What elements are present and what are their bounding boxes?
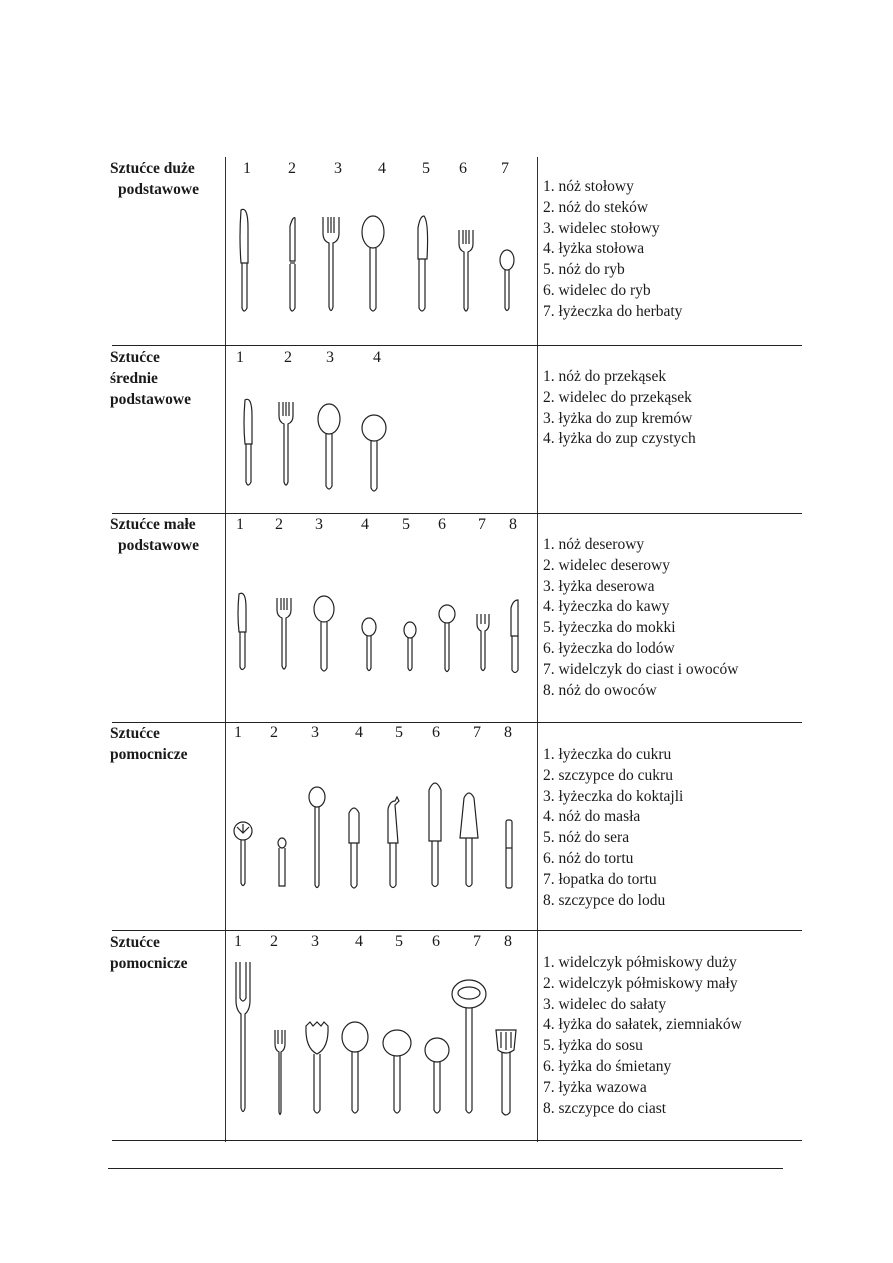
- list-item: 6. łyżeczka do lodów: [543, 639, 675, 657]
- category-line: pomocnicze: [110, 746, 188, 763]
- item-number: 5: [422, 160, 430, 177]
- coffee-spoon-icon: [360, 616, 378, 674]
- item-number: 5: [402, 516, 410, 533]
- large-serving-fork-icon: [232, 960, 254, 1118]
- dessert-knife-icon: [235, 592, 251, 674]
- fruit-knife-icon: [507, 598, 523, 676]
- category-label: [110, 347, 225, 410]
- list-item: 4. łyżka stołowa: [543, 240, 645, 258]
- cream-soup-spoon-icon: [316, 402, 342, 494]
- category-label: [110, 932, 225, 974]
- item-number: 8: [504, 724, 512, 741]
- row-separator: [112, 930, 802, 931]
- item-number: 4: [355, 724, 363, 741]
- list-item: 7. łyżka wazowa: [543, 1078, 647, 1096]
- category-label: [110, 723, 225, 765]
- category-line: Sztućce małe: [110, 516, 196, 533]
- item-list: [543, 953, 742, 1119]
- list-item: 1. nóż deserowy: [543, 536, 645, 553]
- item-number: 4: [355, 933, 363, 950]
- item-number: 4: [373, 349, 381, 366]
- item-list: [543, 367, 696, 450]
- sauce-spoon-icon: [380, 1028, 414, 1118]
- list-item: 4. nóż do masła: [543, 808, 641, 826]
- ice-cream-spoon-icon: [437, 603, 457, 675]
- item-number: 4: [361, 516, 369, 533]
- fish-fork-icon: [456, 228, 476, 316]
- item-number: 8: [509, 516, 517, 533]
- item-list: [543, 535, 738, 701]
- category-line: Sztućce: [110, 349, 160, 366]
- butter-knife-icon: [344, 803, 364, 891]
- list-item: 4. łyżeczka do kawy: [543, 598, 670, 616]
- appetizer-fork-icon: [276, 400, 296, 490]
- list-item: 8. szczypce do lodu: [543, 891, 666, 909]
- list-item: 8. nóż do owoców: [543, 681, 657, 699]
- item-number: 2: [275, 516, 283, 533]
- item-number: 2: [288, 160, 296, 177]
- list-item: 7. łyżeczka do herbaty: [543, 302, 683, 320]
- row-separator: [112, 1140, 802, 1141]
- list-item: 7. widelczyk do ciast i owoców: [543, 660, 739, 678]
- clear-soup-spoon-icon: [360, 412, 388, 496]
- table-divider-left: [225, 157, 226, 1142]
- cake-fork-icon: [474, 612, 492, 674]
- item-number: 3: [326, 349, 334, 366]
- list-item: 1. widelczyk półmiskowy duży: [543, 954, 737, 971]
- category-line: Sztućce duże: [110, 160, 195, 177]
- category-line: podstawowe: [118, 181, 199, 198]
- teaspoon-icon: [498, 248, 516, 316]
- item-number: 3: [311, 933, 319, 950]
- list-item: 6. nóż do tortu: [543, 849, 634, 867]
- row-separator: [112, 345, 802, 346]
- category-line: średnie: [110, 370, 158, 387]
- cake-server-icon: [456, 788, 482, 891]
- ice-tongs-icon: [502, 818, 516, 891]
- list-item: 3. łyżeczka do koktajli: [543, 787, 684, 805]
- list-item: 2. widelczyk półmiskowy mały: [543, 974, 738, 992]
- item-number: 6: [432, 933, 440, 950]
- category-label: [110, 158, 225, 200]
- list-item: 4. łyżka do zup czystych: [543, 430, 696, 448]
- item-number: 4: [378, 160, 386, 177]
- item-number: 1: [234, 933, 242, 950]
- item-number: 3: [334, 160, 342, 177]
- item-number: 2: [270, 933, 278, 950]
- salad-spoon-icon: [340, 1020, 370, 1118]
- cheese-knife-icon: [383, 795, 403, 891]
- item-number: 5: [395, 724, 403, 741]
- item-number: 2: [270, 724, 278, 741]
- footer-rule: [108, 1168, 783, 1169]
- item-number: 5: [395, 933, 403, 950]
- dessert-spoon-icon: [312, 594, 336, 676]
- item-number: 3: [315, 516, 323, 533]
- list-item: 3. łyżka deserowa: [543, 577, 655, 595]
- table-fork-icon: [320, 215, 342, 316]
- list-item: 3. widelec do sałaty: [543, 995, 667, 1013]
- item-number: 8: [504, 933, 512, 950]
- mocha-spoon-icon: [402, 620, 418, 674]
- steak-knife-icon: [285, 216, 299, 316]
- list-item: 2. widelec deserowy: [543, 556, 670, 574]
- list-item: 5. nóż do ryb: [543, 261, 625, 279]
- item-number: 1: [236, 349, 244, 366]
- salad-fork-icon: [303, 1020, 331, 1118]
- category-line: Sztućce: [110, 725, 160, 742]
- table-spoon-icon: [360, 214, 386, 316]
- list-item: 2. szczypce do cukru: [543, 766, 673, 784]
- list-item: 5. nóż do sera: [543, 829, 630, 847]
- item-number: 3: [311, 724, 319, 741]
- item-number: 2: [284, 349, 292, 366]
- cream-spoon-icon: [423, 1036, 451, 1118]
- item-number: 7: [473, 724, 481, 741]
- table-divider-right: [537, 157, 538, 1142]
- dessert-fork-icon: [274, 596, 294, 674]
- item-number: 6: [459, 160, 467, 177]
- fish-knife-icon: [414, 214, 432, 316]
- item-list: [543, 745, 683, 911]
- category-label: [110, 514, 225, 556]
- cocktail-spoon-icon: [307, 785, 327, 891]
- list-item: 6. łyżka do śmietany: [543, 1057, 672, 1075]
- list-item: 5. łyżka do sosu: [543, 1037, 643, 1055]
- list-item: 1. łyżeczka do cukru: [543, 746, 672, 763]
- list-item: 3. widelec stołowy: [543, 219, 660, 237]
- list-item: 6. widelec do ryb: [543, 281, 651, 299]
- category-line: Sztućce: [110, 934, 160, 951]
- small-serving-fork-icon: [272, 1028, 288, 1118]
- category-line: pomocnicze: [110, 955, 188, 972]
- item-list: [543, 177, 682, 323]
- cake-knife-icon: [425, 776, 445, 891]
- list-item: 1. nóż stołowy: [543, 178, 634, 195]
- list-item: 7. łopatka do tortu: [543, 870, 657, 888]
- list-item: 1. nóż do przekąsek: [543, 368, 667, 385]
- sugar-tongs-icon: [275, 836, 289, 890]
- appetizer-knife-icon: [241, 398, 257, 490]
- item-number: 7: [473, 933, 481, 950]
- item-number: 1: [236, 516, 244, 533]
- ladle-icon: [450, 976, 488, 1118]
- table-knife-icon: [237, 208, 253, 316]
- list-item: 2. nóż do steków: [543, 198, 649, 216]
- list-item: 5. łyżeczka do mokki: [543, 619, 676, 637]
- list-item: 3. łyżka do zup kremów: [543, 409, 693, 427]
- cake-tongs-icon: [494, 1026, 518, 1118]
- item-number: 7: [501, 160, 509, 177]
- item-number: 1: [243, 160, 251, 177]
- list-item: 4. łyżka do sałatek, ziemniaków: [543, 1016, 742, 1034]
- list-item: 8. szczypce do ciast: [543, 1099, 667, 1117]
- item-number: 7: [478, 516, 486, 533]
- list-item: 2. widelec do przekąsek: [543, 388, 692, 406]
- sugar-spoon-icon: [232, 820, 254, 890]
- item-number: 6: [432, 724, 440, 741]
- item-number: 1: [234, 724, 242, 741]
- category-line: podstawowe: [118, 537, 199, 554]
- category-line: podstawowe: [110, 391, 191, 408]
- item-number: 6: [438, 516, 446, 533]
